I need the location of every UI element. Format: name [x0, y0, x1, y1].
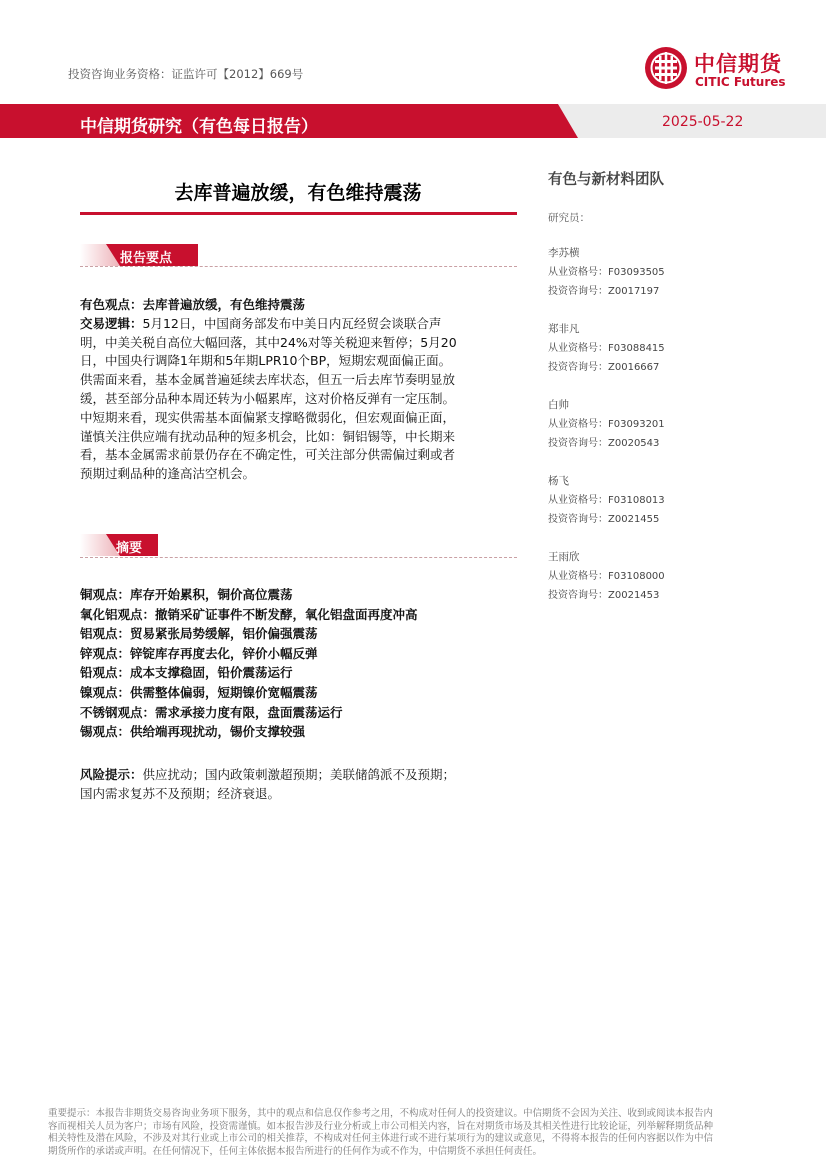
license-text: 投资咨询业务资格：证监许可【2012】669号 — [68, 67, 304, 81]
analyst-card: 李苏横 从业资格号：F03093505 投资咨询号：Z0017197 — [548, 244, 665, 301]
analyst-name: 王雨欣 — [548, 551, 580, 563]
section-tag-key-points — [80, 244, 220, 266]
analyst-name: 杨飞 — [548, 475, 569, 487]
risk-text: 国内需求复苏不及预期；经济衰退。 — [80, 785, 281, 801]
analyst-card: 白帅 从业资格号：F03093201 投资咨询号：Z0020543 — [548, 396, 665, 453]
citic-logo-icon — [644, 46, 688, 90]
view-text: 去库普遍放缓，有色维持震荡 — [142, 297, 306, 312]
banner-title: 中信期货研究（有色每日报告） — [80, 117, 318, 137]
title-divider — [80, 212, 517, 215]
logic-label: 交易逻辑： — [80, 315, 143, 331]
analyst-name: 郑非凡 — [548, 323, 580, 335]
disclaimer — [48, 1108, 780, 1158]
view-label: 有色观点： — [80, 297, 143, 312]
logic-line: 供需面来看，基本金属普遍延续去库状态，但五一后去库节奏明显放 — [80, 372, 456, 388]
section-tag-label: 报告要点 — [120, 251, 173, 266]
section-tag-summary — [80, 534, 220, 556]
qualification-number: F03108013 — [608, 495, 665, 506]
metal-view-item: 铅观点：成本支撑稳固，铅价震荡运行 — [80, 665, 293, 681]
logic-line: 明，中美关税自高位大幅回落，其中24%对等关税迎来暂停；5月20 — [80, 334, 457, 350]
disclaimer-line: 期货所作的承诺或声明。在任何情况下，任何主体依据本报告所进行的任何作为或不作为，中信期货不承担任何责任。 — [48, 1145, 543, 1157]
metal-view-item: 不锈钢观点：需求承接力度有限，盘面震荡运行 — [80, 704, 343, 720]
qualification-number: F03088415 — [608, 343, 665, 354]
metal-view-item: 铝观点：贸易紧张局势缓解，铝价偏强震荡 — [80, 626, 318, 642]
logo-chinese-name: 中信期货 — [694, 52, 782, 76]
researcher-label: 研究员： — [548, 212, 590, 224]
disclaimer-line: 相关特性及潜在风险，不涉及对其行业或上市公司的相关推荐，不构成对任何主体进行或不进行某项行为的建议或意见，不得将本报告的任何内容据以作为中信 — [48, 1133, 714, 1144]
risk-text: 供应扰动；国内政策刺激超预期；美联储鸽派不及预期； — [142, 767, 456, 782]
logic-line: 日，中国央行调降1年期和5年期LPR10个BP，短期宏观面偏正面。 — [80, 353, 452, 369]
section-divider — [80, 266, 517, 267]
consulting-number: Z0021455 — [608, 514, 660, 525]
report-date: 2025-05-22 — [662, 114, 744, 130]
consulting-number: Z0017197 — [608, 286, 660, 297]
company-logo — [644, 46, 804, 94]
team-title: 有色与新材料团队 — [548, 172, 664, 188]
logic-line: 谨慎关注供应端有扰动品种的短多机会，比如：铜铝锡等，中长期来 — [80, 428, 456, 444]
section-tag-label: 摘要 — [116, 541, 143, 556]
qualification-number: F03093201 — [608, 419, 665, 430]
logo-english-name: CITIC Futures — [695, 75, 786, 89]
analyst-name: 白帅 — [548, 399, 569, 411]
color-view-line — [80, 296, 520, 315]
disclaimer-line: 重要提示：本报告非期货交易咨询业务项下服务，其中的观点和信息仅作参考之用，不构成对任何人的投资建议。中信期货不会因为关注、收到或阅读本报告内 — [48, 1108, 714, 1119]
risk-label: 风险提示： — [80, 767, 143, 782]
key-points-body — [80, 296, 520, 484]
analyst-card: 王雨欣 从业资格号：F03108000 投资咨询号：Z0021453 — [548, 548, 665, 605]
consulting-number: Z0016667 — [608, 362, 660, 373]
logic-line: 交易逻辑：5月12日，中国商务部发布中美日内瓦经贸会谈联合声 — [80, 315, 442, 331]
logic-line: 预期过剩品种的逢高沽空机会。 — [80, 466, 256, 482]
metal-view-item: 锡观点：供给端再现扰动，锡价支撑较强 — [80, 724, 306, 740]
metal-view-item: 镍观点：供需整体偏弱，短期镍价宽幅震荡 — [80, 684, 318, 700]
disclaimer-line: 容而视相关人员为客户；市场有风险，投资需谨慎。如本报告涉及行业分析或上市公司相关内容，旨在对期货市场及其相关性进行比较论证，列举解释期货品种 — [48, 1120, 714, 1132]
consulting-number: Z0020543 — [608, 438, 660, 449]
report-title: 去库普遍放缓，有色维持震荡 — [174, 182, 422, 204]
qualification-number: F03108000 — [608, 571, 665, 582]
logic-line: 看，基本金属需求前景仍存在不确定性，可关注部分供需偏过剩或者 — [80, 447, 456, 463]
metal-views-list — [80, 585, 520, 742]
metal-view-item: 铜观点：库存开始累积，铜价高位震荡 — [80, 587, 293, 602]
section-divider — [80, 557, 517, 558]
metal-view-item: 氧化铝观点：撤销采矿证事件不断发酵，氧化铝盘面再度冲高 — [80, 606, 418, 622]
qualification-number: F03093505 — [608, 267, 665, 278]
analyst-card: 郑非凡 从业资格号：F03088415 投资咨询号：Z0016667 — [548, 320, 665, 377]
logic-line: 缓，甚至部分品种本周还转为小幅累库，这对价格反弹有一定压制。 — [80, 390, 456, 406]
analyst-name: 李苏横 — [548, 247, 580, 259]
consulting-number: Z0021453 — [608, 590, 660, 601]
risk-warning — [80, 766, 520, 804]
logic-line: 中短期来看，现实供需基本面偏紧支撑略微弱化，但宏观面偏正面， — [80, 409, 456, 425]
metal-view-item: 锌观点：锌锭库存再度去化，锌价小幅反弹 — [80, 645, 318, 661]
analyst-card: 杨飞 从业资格号：F03108013 投资咨询号：Z0021455 — [548, 472, 665, 529]
